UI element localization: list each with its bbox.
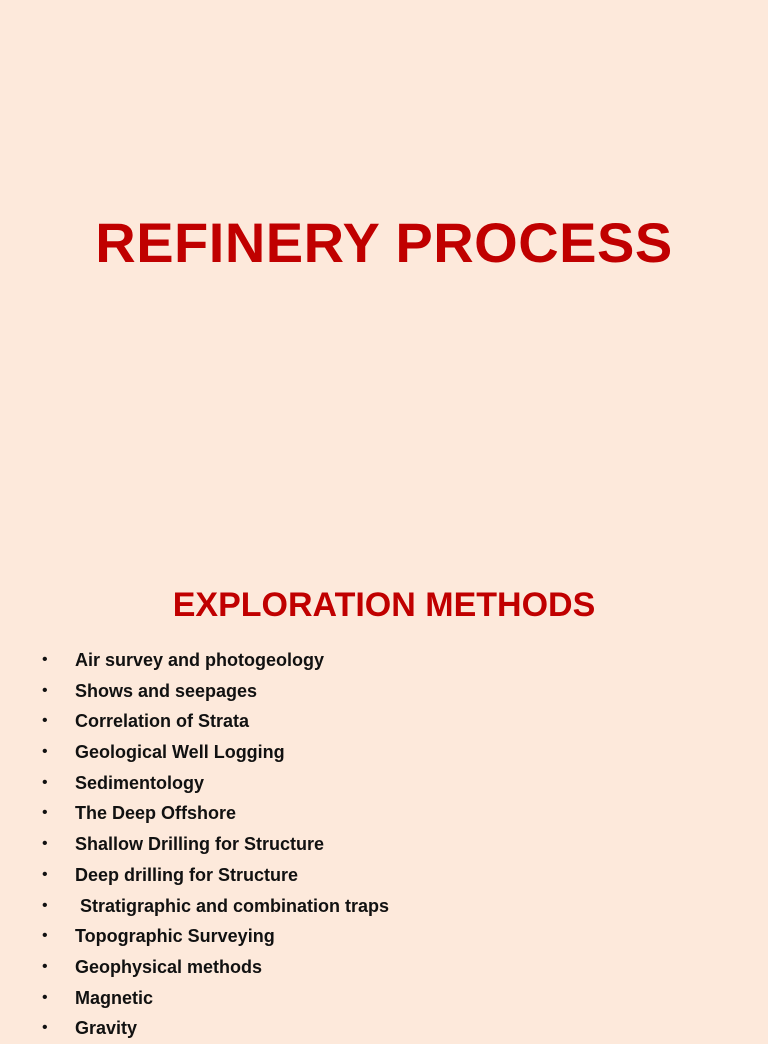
list-item-text: Geophysical methods (75, 956, 263, 977)
list-item-text: Magnetic (75, 987, 154, 1008)
list-item-text: Correlation of Strata (75, 711, 250, 732)
bullet-icon: • (42, 835, 48, 853)
bullet-icon: • (42, 773, 48, 791)
list-item-text: Shows and seepages (75, 680, 258, 701)
section-heading: EXPLORATION METHODS (172, 586, 596, 624)
list-item-text: The Deep Offshore (75, 803, 237, 824)
bullet-icon: • (42, 896, 48, 914)
bullet-icon: • (42, 957, 48, 975)
bullet-icon: • (42, 927, 48, 945)
list-item-text: Air survey and photogeology (75, 650, 325, 670)
list-item-text: Deep drilling for Structure (75, 864, 299, 885)
bullet-icon: • (42, 743, 48, 761)
bullet-icon: • (42, 865, 48, 883)
list-item-text: Gravity (75, 1018, 138, 1039)
list-item-text: Stratigraphic and combination traps (75, 895, 390, 916)
bullet-icon: • (42, 1019, 48, 1037)
list-item-text: Sedimentology (75, 772, 205, 793)
bullet-icon: • (42, 988, 48, 1006)
list-item-text: Topographic Surveying (75, 926, 275, 947)
bullet-icon: • (42, 681, 48, 699)
list-item-text: Shallow Drilling for Structure (75, 834, 325, 855)
bullet-icon: • (42, 651, 48, 668)
list-item-text: Geological Well Logging (75, 742, 285, 763)
bullet-icon: • (42, 804, 48, 822)
slide-title: REFINERY PROCESS (95, 211, 673, 274)
bullet-icon: • (42, 712, 48, 730)
